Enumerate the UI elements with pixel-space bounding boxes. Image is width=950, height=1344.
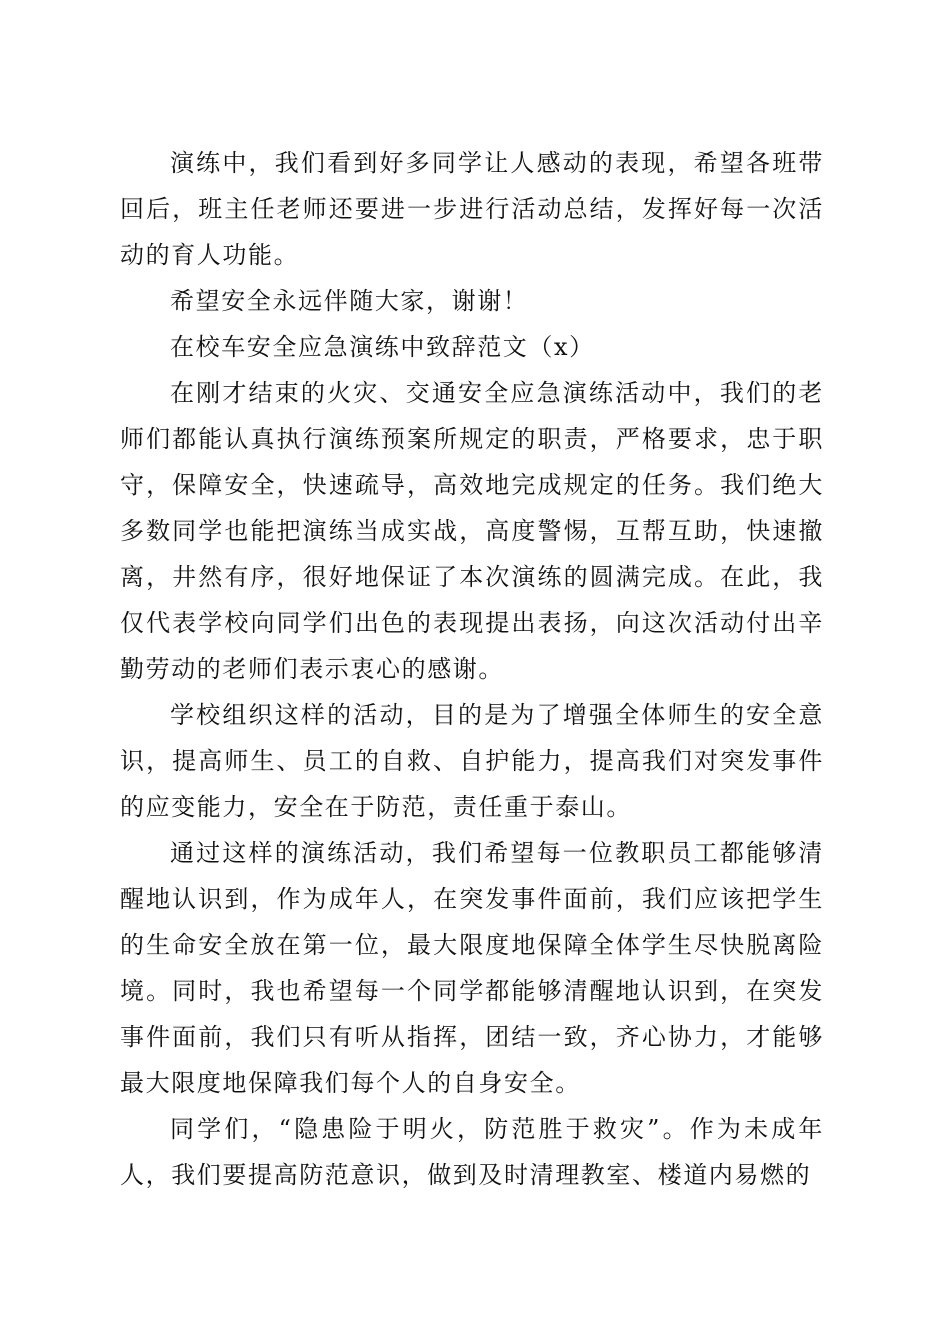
- paragraph-safety-wish: 希望安全永远伴随大家，谢谢！: [170, 287, 529, 315]
- paragraph-purpose: 学校组织这样的活动，目的是为了增强全体师生的安全意识，提高师生、员工的自救、自护能力，提高我们对突发事件的应变能力，安全在于防范，责任重于泰山。: [120, 701, 824, 821]
- paragraph-expectation: 通过这样的演练活动，我们希望每一位教职员工都能够清醒地认识到，作为成年人，在突发事件面前，我们应该把学生的生命安全放在第一位，最大限度地保障全体学生尽快脱离险境。同时，我也希望每一个同学都能够清醒地认识到，在突发事件面前，我们只有听从指挥，团结一致，齐心协力，才能够最大限度地保障我们每个人的自身安全。: [120, 839, 824, 1097]
- document-body: [120, 140, 824, 1198]
- paragraph-prevention: 同学们，“隐患险于明火，防范胜于救灾”。作为未成年人，我们要提高防范意识，做到及时清理教室、楼道内易燃的: [120, 1115, 824, 1189]
- section-heading: 在校车安全应急演练中致辞范文（x）: [170, 333, 595, 361]
- paragraph-drill-review: 在刚才结束的火灾、交通安全应急演练活动中，我们的老师们都能认真执行演练预案所规定的职责，严格要求，忠于职守，保障安全，快速疏导，高效地完成规定的任务。我们绝大多数同学也能把演练当成实战，高度警惕，互帮互助，快速撤离，井然有序，很好地保证了本次演练的圆满完成。在此，我仅代表学校向同学们出色的表现提出表扬，向这次活动付出辛勤劳动的老师们表示衷心的感谢。: [120, 379, 824, 683]
- paragraph-drill-summary: 演练中，我们看到好多同学让人感动的表现，希望各班带回后，班主任老师还要进一步进行活动总结，发挥好每一次活动的育人功能。: [120, 149, 824, 269]
